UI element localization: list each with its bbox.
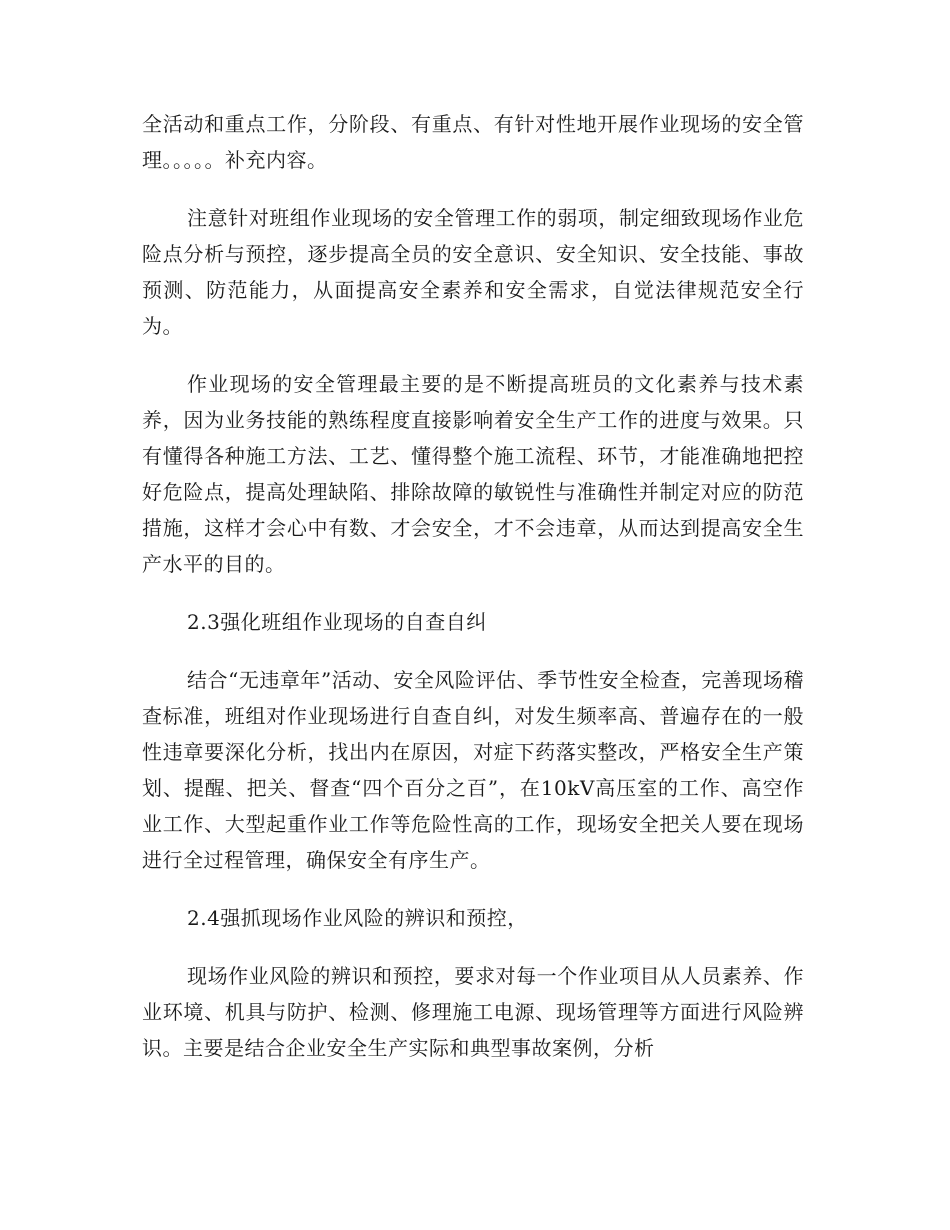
section-heading-2-4: 2.4强抓现场作业风险的辨识和预控， bbox=[187, 906, 528, 930]
paragraph-5: 现场作业风险的辨识和预控，要求对每一个作业项目从人员素养、作业环境、机具与防护、检测、修理施工电源、现场管理等方面进行风险辨识。主要是结合企业安全生产实际和典型事故案例，分析 bbox=[142, 964, 804, 1060]
paragraph-1: 全活动和重点工作，分阶段、有重点、有针对性地开展作业现场的安全管理。。。。。补充内容。 bbox=[142, 112, 804, 172]
section-heading-2-3: 2.3强化班组作业现场的自查自纠 bbox=[187, 610, 487, 634]
document-body bbox=[142, 106, 804, 1088]
paragraph-2: 注意针对班组作业现场的安全管理工作的弱项，制定细致现场作业危险点分析与预控，逐步提高全员的安全意识、安全知识、安全技能、事故预测、防范能力，从面提高安全素养和安全需求，自觉法律规范安全行为。 bbox=[142, 206, 804, 338]
paragraph-3: 作业现场的安全管理最主要的是不断提高班员的文化素养与技术素养，因为业务技能的熟练程度直接影响着安全生产工作的进度与效果。只有懂得各种施工方法、工艺、懂得整个施工流程、环节，才能准确地把控好危险点，提高处理缺陷、排除故障的敏锐性与准确性并制定对应的防范措施，这样才会心中有数、才会安全，才不会违章，从而达到提高安全生产水平的目的。 bbox=[142, 372, 804, 576]
paragraph-4: 结合“无违章年”活动、安全风险评估、季节性安全检查，完善现场稽查标准，班组对作业现场进行自查自纠，对发生频率高、普遍存在的一般性违章要深化分析，找出内在原因，对症下药落实整改，严格安全生产策划、提醒、把关、督查“四个百分之百”，在10kV高压室的工作、高空作业工作、大型起重作业工作等危险性高的工作，现场安全把关人要在现场进行全过程管理，确保安全有序生产。 bbox=[142, 668, 804, 872]
